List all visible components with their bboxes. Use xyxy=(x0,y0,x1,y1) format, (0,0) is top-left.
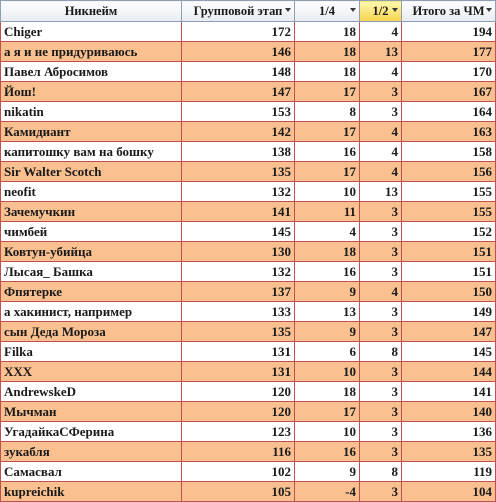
cell-semi[interactable]: 3 xyxy=(360,482,402,502)
cell-group[interactable]: 138 xyxy=(182,142,295,162)
cell-name[interactable]: Камидиант xyxy=(1,122,182,142)
cell-name[interactable]: Йош! xyxy=(1,82,182,102)
cell-total[interactable]: 158 xyxy=(402,142,496,162)
cell-quarter[interactable]: 17 xyxy=(295,402,360,422)
cell-quarter[interactable]: 18 xyxy=(295,22,360,42)
table-row[interactable] xyxy=(1,462,496,482)
cell-total[interactable]: 170 xyxy=(402,62,496,82)
cell-group[interactable]: 147 xyxy=(182,82,295,102)
cell-name[interactable]: AndrewskeD xyxy=(1,382,182,402)
header-semi-label: 1/2 xyxy=(372,3,389,18)
table-row[interactable] xyxy=(1,42,496,62)
cell-semi[interactable]: 3 xyxy=(360,262,402,282)
cell-total[interactable]: 177 xyxy=(402,42,496,62)
cell-semi[interactable]: 4 xyxy=(360,122,402,142)
cell-quarter[interactable]: 16 xyxy=(295,142,360,162)
cell-name[interactable]: Chiger xyxy=(1,22,182,42)
table-row[interactable] xyxy=(1,382,496,402)
cell-group[interactable]: 153 xyxy=(182,102,295,122)
cell-name[interactable]: Зачемучкин xyxy=(1,202,182,222)
cell-group[interactable]: 116 xyxy=(182,442,295,462)
header-group-label: Групповой этап xyxy=(193,3,283,18)
cell-name[interactable]: neofit xyxy=(1,182,182,202)
table-row[interactable] xyxy=(1,482,496,502)
header-total-label: Итого за ЧМ xyxy=(412,3,485,18)
cell-quarter[interactable]: 18 xyxy=(295,242,360,262)
cell-semi[interactable]: 3 xyxy=(360,242,402,262)
cell-total[interactable]: 135 xyxy=(402,442,496,462)
cell-semi[interactable]: 3 xyxy=(360,82,402,102)
cell-group[interactable]: 105 xyxy=(182,482,295,502)
cell-name[interactable]: kupreichik xyxy=(1,482,182,502)
table-row[interactable] xyxy=(1,302,496,322)
cell-total[interactable]: 194 xyxy=(402,22,496,42)
cell-semi[interactable]: 4 xyxy=(360,282,402,302)
cell-group[interactable]: 148 xyxy=(182,62,295,82)
cell-name[interactable]: чимбей xyxy=(1,222,182,242)
header-name[interactable] xyxy=(1,1,182,22)
cell-group[interactable]: 102 xyxy=(182,462,295,482)
header-row xyxy=(1,1,496,22)
cell-semi[interactable]: 4 xyxy=(360,162,402,182)
cell-semi[interactable]: 3 xyxy=(360,302,402,322)
cell-group[interactable]: 135 xyxy=(182,322,295,342)
cell-name[interactable]: Sir Walter Scotch xyxy=(1,162,182,182)
table-row[interactable] xyxy=(1,422,496,442)
cell-semi[interactable]: 8 xyxy=(360,462,402,482)
cell-total[interactable]: 152 xyxy=(402,222,496,242)
cell-quarter[interactable]: 9 xyxy=(295,322,360,342)
cell-quarter[interactable]: 4 xyxy=(295,222,360,242)
table-row[interactable] xyxy=(1,22,496,42)
cell-group[interactable]: 120 xyxy=(182,402,295,422)
cell-name[interactable]: XXX xyxy=(1,362,182,382)
cell-semi[interactable]: 4 xyxy=(360,62,402,82)
cell-semi[interactable]: 3 xyxy=(360,362,402,382)
cell-group[interactable]: 131 xyxy=(182,362,295,382)
cell-quarter[interactable]: -4 xyxy=(295,482,360,502)
cell-total[interactable]: 155 xyxy=(402,202,496,222)
cell-name[interactable]: зукабля xyxy=(1,442,182,462)
cell-semi[interactable]: 3 xyxy=(360,322,402,342)
cell-name[interactable]: УгадайкаСФерина xyxy=(1,422,182,442)
cell-group[interactable]: 133 xyxy=(182,302,295,322)
cell-name[interactable]: Самасвал xyxy=(1,462,182,482)
cell-total[interactable]: 119 xyxy=(402,462,496,482)
filter-dropdown-icon[interactable] xyxy=(392,8,398,12)
cell-total[interactable]: 141 xyxy=(402,382,496,402)
cell-quarter[interactable]: 18 xyxy=(295,62,360,82)
cell-group[interactable]: 146 xyxy=(182,42,295,62)
table-header xyxy=(1,1,496,22)
table-body xyxy=(1,22,496,502)
table-row[interactable] xyxy=(1,102,496,122)
cell-quarter[interactable]: 16 xyxy=(295,442,360,462)
cell-quarter[interactable]: 10 xyxy=(295,422,360,442)
cell-quarter[interactable]: 16 xyxy=(295,262,360,282)
cell-semi[interactable]: 13 xyxy=(360,42,402,62)
cell-group[interactable]: 141 xyxy=(182,202,295,222)
cell-semi[interactable]: 3 xyxy=(360,382,402,402)
cell-name[interactable]: Лысая_ Башка xyxy=(1,262,182,282)
cell-semi[interactable]: 4 xyxy=(360,142,402,162)
cell-group[interactable]: 131 xyxy=(182,342,295,362)
table-row[interactable] xyxy=(1,262,496,282)
cell-quarter[interactable]: 11 xyxy=(295,202,360,222)
cell-quarter[interactable]: 17 xyxy=(295,82,360,102)
cell-quarter[interactable]: 9 xyxy=(295,282,360,302)
cell-quarter[interactable]: 17 xyxy=(295,162,360,182)
cell-total[interactable]: 140 xyxy=(402,402,496,422)
cell-quarter[interactable]: 9 xyxy=(295,462,360,482)
cell-group[interactable]: 123 xyxy=(182,422,295,442)
cell-group[interactable]: 137 xyxy=(182,282,295,302)
table-row[interactable] xyxy=(1,202,496,222)
cell-quarter[interactable]: 18 xyxy=(295,382,360,402)
cell-total[interactable]: 147 xyxy=(402,322,496,342)
filter-dropdown-icon[interactable] xyxy=(350,8,356,12)
cell-total[interactable]: 163 xyxy=(402,122,496,142)
cell-name[interactable]: Мычман xyxy=(1,402,182,422)
table-row[interactable] xyxy=(1,142,496,162)
cell-name[interactable]: сын Деда Мороза xyxy=(1,322,182,342)
header-semi[interactable] xyxy=(360,1,402,22)
cell-name[interactable]: nikatin xyxy=(1,102,182,122)
cell-quarter[interactable]: 13 xyxy=(295,302,360,322)
cell-group[interactable]: 132 xyxy=(182,262,295,282)
table-row[interactable] xyxy=(1,362,496,382)
table-row[interactable] xyxy=(1,242,496,262)
cell-quarter[interactable]: 10 xyxy=(295,362,360,382)
cell-quarter[interactable]: 8 xyxy=(295,102,360,122)
cell-name[interactable]: капитошку вам на бошку xyxy=(1,142,182,162)
table-row[interactable] xyxy=(1,222,496,242)
table-row[interactable] xyxy=(1,402,496,422)
cell-quarter[interactable]: 17 xyxy=(295,122,360,142)
cell-total[interactable]: 156 xyxy=(402,162,496,182)
table-row[interactable] xyxy=(1,322,496,342)
cell-group[interactable]: 135 xyxy=(182,162,295,182)
cell-quarter[interactable]: 10 xyxy=(295,182,360,202)
table-row[interactable] xyxy=(1,162,496,182)
cell-group[interactable]: 132 xyxy=(182,182,295,202)
cell-group[interactable]: 130 xyxy=(182,242,295,262)
cell-total[interactable]: 104 xyxy=(402,482,496,502)
cell-group[interactable]: 145 xyxy=(182,222,295,242)
header-group[interactable] xyxy=(182,1,295,22)
header-name-label: Никнейм xyxy=(64,3,118,18)
cell-semi[interactable]: 3 xyxy=(360,442,402,462)
header-quarter[interactable] xyxy=(295,1,360,22)
cell-total[interactable]: 144 xyxy=(402,362,496,382)
cell-semi[interactable]: 3 xyxy=(360,202,402,222)
cell-semi[interactable]: 3 xyxy=(360,222,402,242)
cell-group[interactable]: 172 xyxy=(182,22,295,42)
cell-total[interactable]: 150 xyxy=(402,282,496,302)
cell-group[interactable]: 142 xyxy=(182,122,295,142)
table-row[interactable] xyxy=(1,182,496,202)
cell-total[interactable]: 155 xyxy=(402,182,496,202)
header-total[interactable] xyxy=(402,1,496,22)
cell-name[interactable]: Filka xyxy=(1,342,182,362)
table-row[interactable] xyxy=(1,62,496,82)
cell-total[interactable]: 167 xyxy=(402,82,496,102)
cell-name[interactable]: Ковтун-убийца xyxy=(1,242,182,262)
cell-name[interactable]: Фпятерке xyxy=(1,282,182,302)
table-row[interactable] xyxy=(1,122,496,142)
filter-dropdown-icon[interactable] xyxy=(285,8,291,12)
cell-quarter[interactable]: 6 xyxy=(295,342,360,362)
table-row[interactable] xyxy=(1,342,496,362)
cell-semi[interactable]: 8 xyxy=(360,342,402,362)
header-quarter-label: 1/4 xyxy=(319,3,335,18)
cell-name[interactable]: а я и не придуриваюсь xyxy=(1,42,182,62)
cell-quarter[interactable]: 18 xyxy=(295,42,360,62)
cell-semi[interactable]: 13 xyxy=(360,182,402,202)
cell-total[interactable]: 151 xyxy=(402,242,496,262)
filter-dropdown-icon[interactable] xyxy=(486,8,492,12)
cell-group[interactable]: 120 xyxy=(182,382,295,402)
table-row[interactable] xyxy=(1,82,496,102)
cell-total[interactable]: 149 xyxy=(402,302,496,322)
cell-total[interactable]: 164 xyxy=(402,102,496,122)
cell-total[interactable]: 136 xyxy=(402,422,496,442)
cell-name[interactable]: Павел Абросимов xyxy=(1,62,182,82)
cell-name[interactable]: а хакинист, например xyxy=(1,302,182,322)
cell-semi[interactable]: 3 xyxy=(360,422,402,442)
cell-semi[interactable]: 3 xyxy=(360,102,402,122)
cell-semi[interactable]: 3 xyxy=(360,402,402,422)
cell-total[interactable]: 145 xyxy=(402,342,496,362)
cell-semi[interactable]: 4 xyxy=(360,22,402,42)
table-row[interactable] xyxy=(1,282,496,302)
table-row[interactable] xyxy=(1,442,496,462)
cell-total[interactable]: 151 xyxy=(402,262,496,282)
